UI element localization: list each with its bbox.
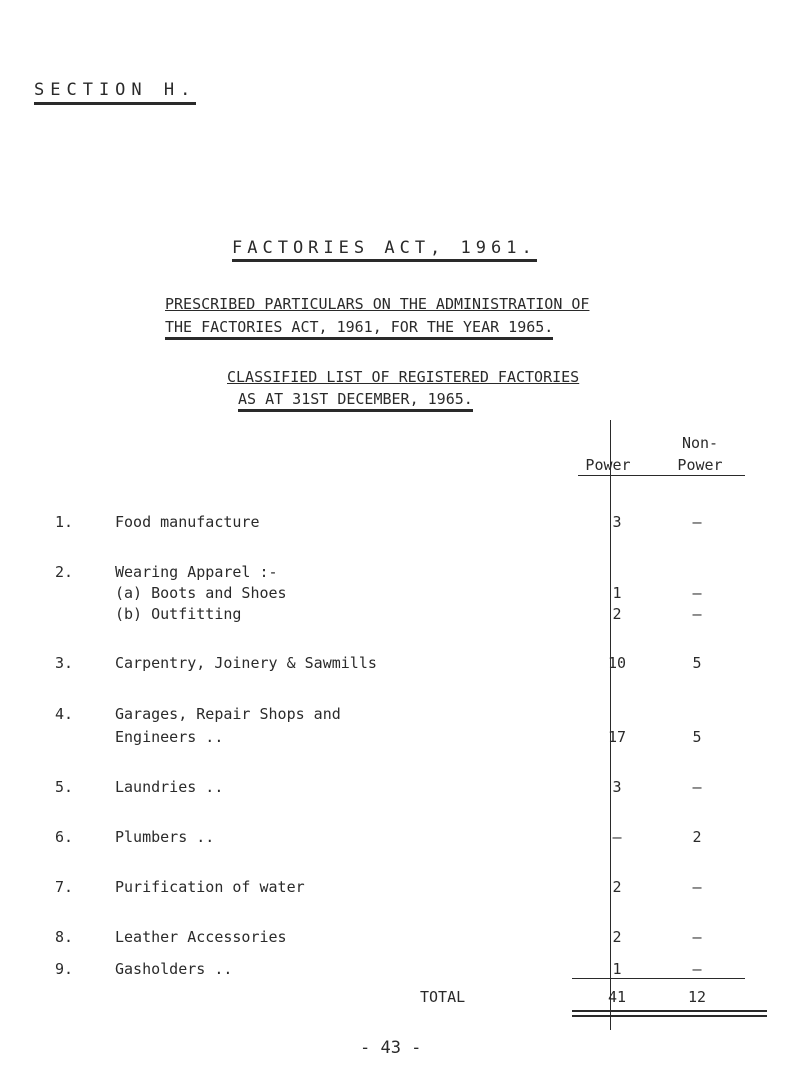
list-heading-line-1: CLASSIFIED LIST OF REGISTERED FACTORIES (227, 368, 580, 386)
act-heading: FACTORIES ACT, 1961. (232, 238, 537, 262)
row-number: 6. (55, 828, 74, 846)
row-label: (a) Boots and Shoes (115, 584, 287, 602)
column-header-non-power-line-2: Power (677, 456, 723, 474)
row-non-power-value: – (692, 878, 702, 896)
row-non-power-value: – (692, 928, 702, 946)
total-non-power-value: 12 (687, 988, 707, 1006)
row-label: Food manufacture (115, 513, 260, 531)
total-double-rule (572, 1010, 767, 1017)
row-label: Engineers .. (115, 728, 224, 746)
row-label: Purification of water (115, 878, 305, 896)
row-power-value: 17 (607, 728, 627, 746)
row-label: Carpentry, Joinery & Sawmills (115, 654, 377, 672)
section-title: SECTION H. (34, 80, 196, 105)
row-power-value: 3 (612, 778, 622, 796)
row-label: Leather Accessories (115, 928, 287, 946)
row-non-power-value: – (692, 605, 702, 623)
column-header-non-power-line-1: Non- (681, 434, 719, 452)
non-power-header-rule (610, 475, 745, 476)
row-label: Plumbers .. (115, 828, 215, 846)
row-non-power-value: 5 (692, 728, 702, 746)
row-non-power-value: 2 (692, 828, 702, 846)
row-number: 1. (55, 513, 74, 531)
row-power-value: 3 (612, 513, 622, 531)
row-non-power-value: 5 (692, 654, 702, 672)
row-non-power-value: – (692, 960, 702, 978)
row-non-power-value: – (692, 513, 702, 531)
row-number: 4. (55, 705, 74, 723)
row-power-value: 10 (607, 654, 627, 672)
total-power-value: 41 (607, 988, 627, 1006)
row-label: Wearing Apparel :- (115, 563, 278, 581)
row-number: 5. (55, 778, 74, 796)
row-power-value: 2 (612, 878, 622, 896)
row-power-value: 2 (612, 605, 622, 623)
total-rule-non-power (610, 978, 745, 979)
row-number: 8. (55, 928, 74, 946)
row-label: Gasholders .. (115, 960, 233, 978)
list-heading-line-2: AS AT 31ST DECEMBER, 1965. (238, 390, 473, 412)
row-number: 7. (55, 878, 74, 896)
row-label: Laundries .. (115, 778, 224, 796)
prescribed-heading-line-2: THE FACTORIES ACT, 1961, FOR THE YEAR 1965. (165, 318, 553, 340)
row-number: 2. (55, 563, 74, 581)
total-label: TOTAL (420, 988, 466, 1006)
row-label: Garages, Repair Shops and (115, 705, 341, 723)
page-number: - 43 - (360, 1038, 422, 1058)
row-non-power-value: – (692, 778, 702, 796)
row-number: 3. (55, 654, 74, 672)
row-power-value: 1 (612, 960, 622, 978)
row-power-value: 2 (612, 928, 622, 946)
row-number: 9. (55, 960, 74, 978)
column-header-power: Power (585, 456, 631, 474)
row-power-value: – (612, 828, 622, 846)
row-non-power-value: – (692, 584, 702, 602)
row-label: (b) Outfitting (115, 605, 242, 623)
prescribed-heading-line-1: PRESCRIBED PARTICULARS ON THE ADMINISTRATION OF (165, 295, 590, 313)
row-power-value: 1 (612, 584, 622, 602)
